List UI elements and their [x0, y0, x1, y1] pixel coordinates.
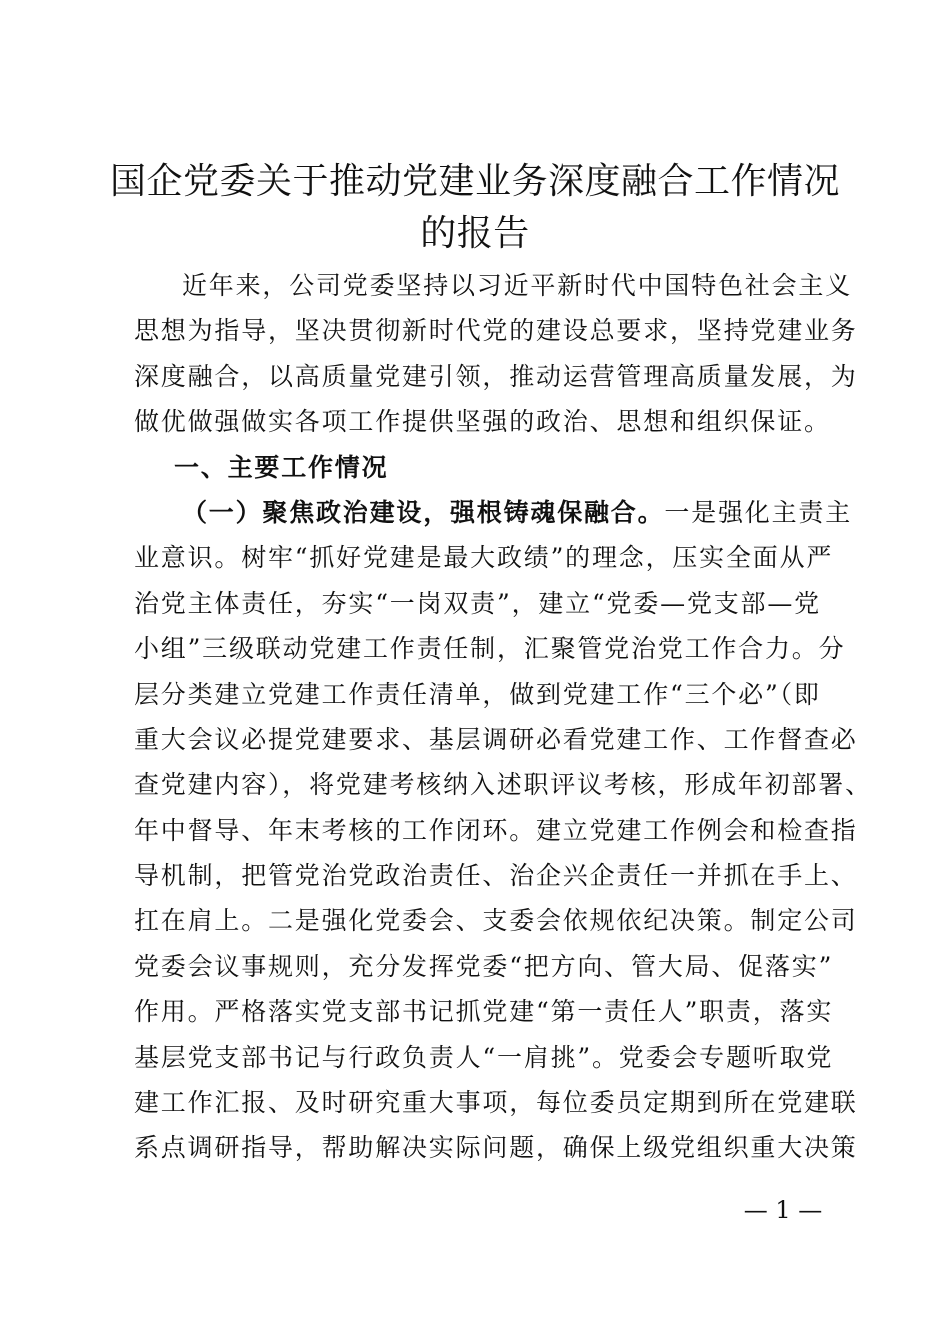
subsection-paragraph-line: 建工作汇报、及时研究重大事项，每位委员定期到所在党建联 — [134, 1088, 858, 1118]
section-heading: 一、主要工作情况 — [174, 452, 389, 482]
title-line: 国企党委关于推动党建业务深度融合工作情况 — [109, 161, 840, 202]
document-body — [134, 263, 872, 1171]
intro-paragraph-line: 近年来，公司党委坚持以习近平新时代中国特色社会主义 — [182, 271, 853, 300]
document-title — [100, 156, 850, 260]
subsection-paragraph-line: 导机制，把管党治党政治责任、治企兴企责任一并抓在手上、 — [134, 861, 858, 891]
subsection-heading: （一）聚焦政治建设，强根铸魂保融合。 — [182, 497, 665, 527]
subsection-paragraph-line: 治党主体责任，夯实“一岗双责”，建立“党委—党支部—党 — [134, 588, 821, 618]
intro-paragraph-line: 做优做强做实各项工作提供坚强的政治、思想和组织保证。 — [134, 407, 831, 437]
subsection-paragraph-line: 作用。严格落实党支部书记抓党建“第一责任人”职责，落实 — [134, 997, 834, 1027]
intro-paragraph-line: 深度融合，以高质量党建引领，推动运营管理高质量发展，为 — [134, 361, 858, 391]
subsection-paragraph-line: 重大会议必提党建要求、基层调研必看党建工作、工作督查必 — [134, 724, 858, 754]
subsection-paragraph-line: 扛在肩上。二是强化党委会、支委会依规依纪决策。制定公司 — [134, 906, 858, 936]
subsection-paragraph-line: 业意识。树牢“抓好党建是最大政绩”的理念，压实全面从严 — [134, 543, 834, 573]
page-number: — 1 — — [743, 1196, 823, 1224]
subsection-paragraph-line: 层分类建立党建工作责任清单，做到党建工作“三个必”（即 — [134, 679, 821, 709]
subsection-paragraph-line: 年中督导、年末考核的工作闭环。建立党建工作例会和检查指 — [134, 815, 858, 845]
subsection-paragraph-line: 查党建内容），将党建考核纳入述职评议考核，形成年初部署、 — [134, 770, 872, 800]
subsection-paragraph-line: 系点调研指导，帮助解决实际问题，确保上级党组织重大决策 — [134, 1133, 858, 1163]
subsection-first-line — [134, 490, 853, 535]
subsection-first-line-text: 一是强化主责主 — [664, 497, 853, 527]
intro-paragraph-line: 思想为指导，坚决贯彻新时代党的建设总要求，坚持党建业务 — [134, 316, 858, 346]
title-line: 的报告 — [420, 213, 530, 254]
subsection-paragraph-line: 小组”三级联动党建工作责任制，汇聚管党治党工作合力。分 — [134, 634, 846, 664]
subsection-paragraph-line: 党委会议事规则，充分发挥党委“把方向、管大局、促落实” — [134, 951, 834, 981]
subsection-paragraph-line: 基层党支部书记与行政负责人“一肩挑”。党委会专题听取党 — [134, 1042, 834, 1072]
